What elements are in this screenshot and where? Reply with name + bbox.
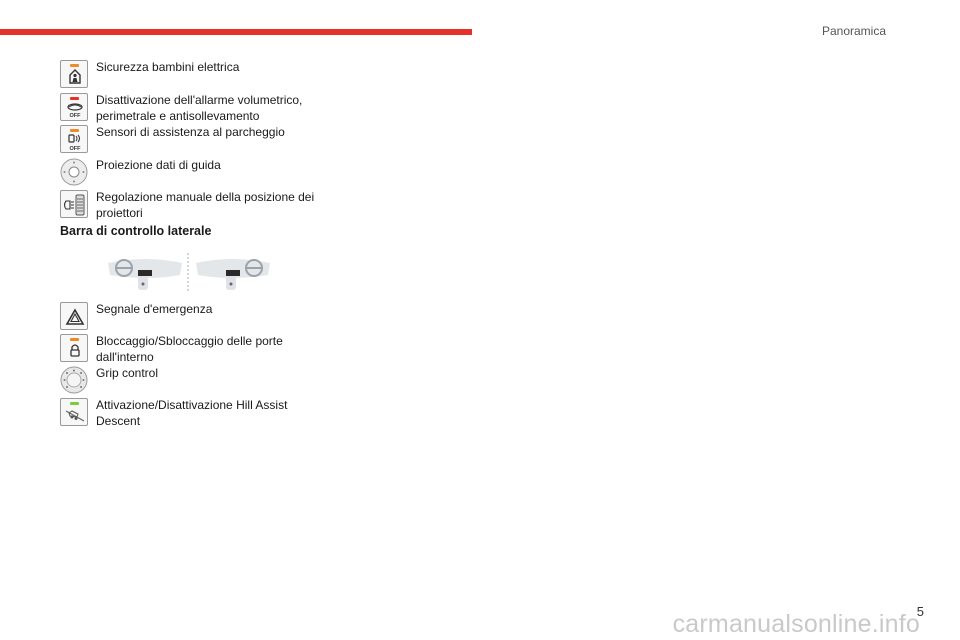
list-item-grip-control: [60, 366, 158, 394]
item-label: Bloccaggio/Sbloccaggio delle porte dall'interno: [96, 334, 283, 364]
page-section-title: Panoramica: [821, 24, 886, 38]
door-lock-icon: [60, 334, 88, 362]
item-label: Grip control: [96, 366, 159, 380]
item-label: Sensori di assistenza al parcheggio: [96, 125, 285, 139]
list-item-alarm-off: [60, 93, 326, 124]
park-sensor-off-icon: [60, 125, 88, 153]
watermark-text: carmanualsonline.info: [672, 610, 920, 638]
list-item-park-sensors: [60, 125, 285, 153]
hazard-icon: [60, 302, 88, 330]
header-red-bar: [0, 29, 472, 35]
list-item-hud: [60, 158, 221, 186]
right-hand-drive-dashboard: [196, 259, 270, 290]
item-label: Sicurezza bambini elettrica: [96, 60, 240, 74]
item-label: Segnale d'emergenza: [96, 302, 213, 316]
item-label: Disattivazione dell'allarme volumetrico, perimetrale e antisollevamento: [96, 93, 303, 123]
section-heading: Barra di controllo laterale: [60, 224, 212, 238]
park-off-text: OFF: [69, 146, 81, 152]
head-up-display-icon: [60, 158, 88, 186]
headlamp-adjust-icon: [60, 190, 88, 218]
list-item-child-lock: [60, 60, 239, 88]
hill-descent-icon: [60, 398, 88, 426]
page-number: 5: [916, 604, 924, 619]
child-lock-icon: [60, 60, 88, 88]
list-item-hazard: [60, 302, 212, 330]
item-label: Regolazione manuale della posizione dei proiettori: [96, 190, 315, 220]
item-label: Attivazione/Disattivazione Hill Assist Descent: [96, 398, 288, 428]
alarm-off-icon: [60, 93, 88, 121]
side-control-bar-illustration: [106, 251, 276, 298]
list-item-door-lock: [60, 334, 326, 365]
item-label: Proiezione dati di guida: [96, 158, 221, 172]
list-item-hill-descent: [60, 398, 326, 429]
alarm-off-text: OFF: [69, 113, 81, 119]
grip-control-icon: [60, 366, 88, 394]
list-item-headlamp-adjust: [60, 190, 326, 221]
left-hand-drive-dashboard: [108, 259, 182, 290]
